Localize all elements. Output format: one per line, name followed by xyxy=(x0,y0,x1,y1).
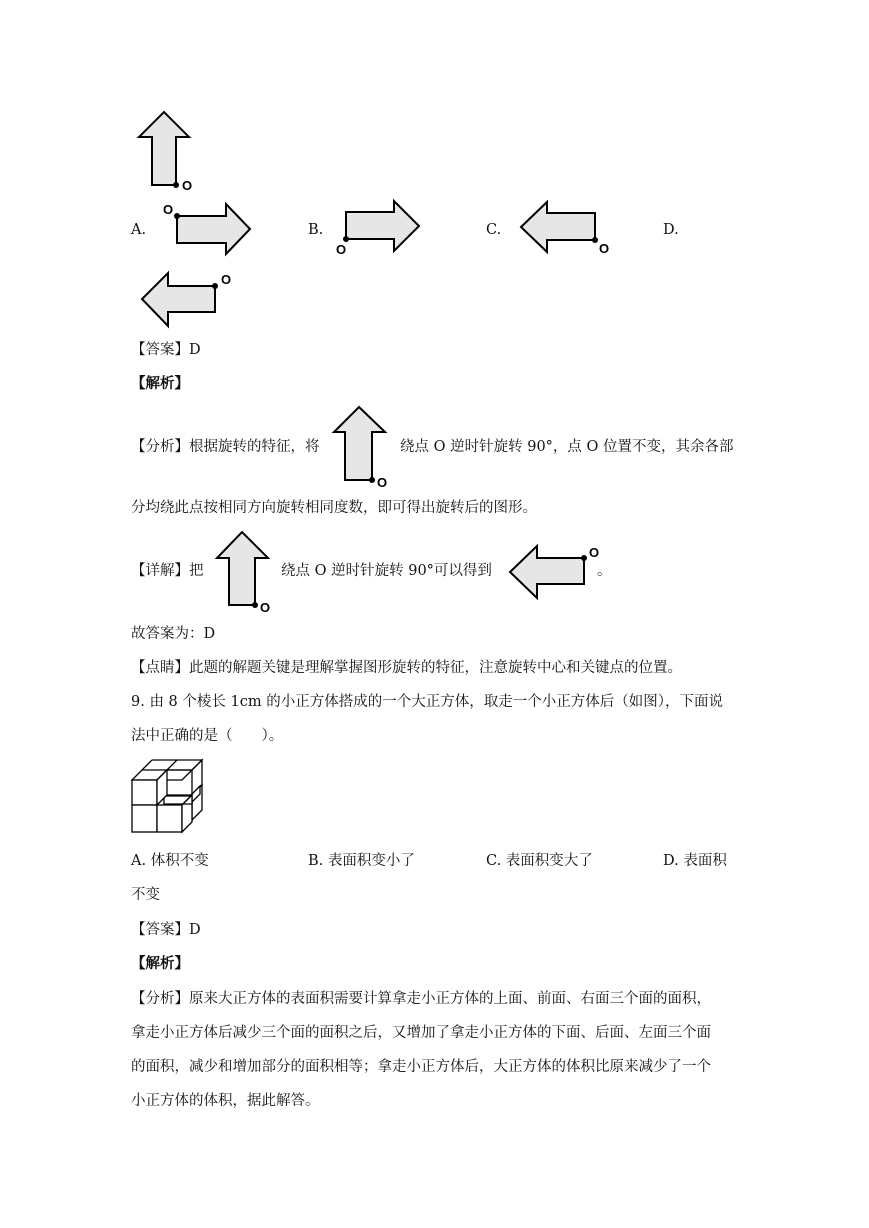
option-a-arrow-figure xyxy=(160,200,260,255)
q9-option-d: D. 表面积 xyxy=(663,853,727,869)
q8-conclusion: 故答案为：D xyxy=(131,626,216,642)
option-a-label: A. xyxy=(131,222,147,238)
q9-option-b: B. 表面积变小了 xyxy=(308,853,415,869)
q8-fenxi-part-2: 绕点 O 逆时针旋转 90°，点 O 位置不变，其余各部 xyxy=(400,439,734,455)
option-c-label: C. xyxy=(486,222,502,238)
q9-answer: 【答案】D xyxy=(131,922,201,938)
q9-stem-line-1: 9. 由 8 个棱长 1cm 的小正方体搭成的一个大正方体，取走一个小正方体后（如图），下面说 xyxy=(131,694,723,710)
q8-xiangjie-part-2: 绕点 O 逆时针旋转 90°可以得到 xyxy=(281,563,492,579)
fenxi-arrow-up-figure xyxy=(330,402,400,492)
q9-analysis-heading: 【解析】 xyxy=(131,955,189,972)
q9-fenxi-line-1: 【分析】原来大正方体的表面积需要计算拿走小正方体的上面、前面、右面三个面的面积， xyxy=(131,991,711,1007)
q8-xiangjie-part-3: 。 xyxy=(597,563,612,579)
point-o-label: O xyxy=(599,241,610,256)
point-o-label: O xyxy=(336,242,347,257)
option-c-arrow-figure xyxy=(512,198,622,258)
q8-analysis-heading: 【解析】 xyxy=(131,375,189,392)
q8-dianjing: 【点睛】此题的解题关键是理解掌握图形旋转的特征，注意旋转中心和关键点的位置。 xyxy=(131,660,682,676)
q9-option-d-continued: 不变 xyxy=(131,887,160,903)
q8-answer: 【答案】D xyxy=(131,342,201,358)
option-d-arrow-figure xyxy=(132,270,242,330)
question-arrow-up-figure xyxy=(128,104,208,194)
q9-option-a: A. 体积不变 xyxy=(131,853,209,869)
option-b-label: B. xyxy=(308,222,324,238)
point-o-label: O xyxy=(182,178,193,193)
q9-fenxi-line-2: 拿走小正方体后减少三个面的面积之后，又增加了拿走小正方体的下面、后面、左面三个面 xyxy=(131,1025,711,1041)
q9-option-c: C. 表面积变大了 xyxy=(486,853,593,869)
q9-fenxi-line-4: 小正方体的体积，据此解答。 xyxy=(131,1093,320,1109)
option-d-label: D. xyxy=(663,222,679,238)
point-o-label: O xyxy=(377,475,388,490)
q8-fenxi-part-1: 【分析】根据旋转的特征，将 xyxy=(131,439,320,455)
q9-fenxi-line-3: 的面积，减少和增加部分的面积相等；拿走小正方体后，大正方体的体积比原来减少了一个 xyxy=(131,1059,711,1075)
point-o-label: O xyxy=(221,272,232,287)
point-o-label: O xyxy=(260,600,271,615)
point-o-label: O xyxy=(163,202,174,217)
q8-xiangjie-part-1: 【详解】把 xyxy=(131,563,204,579)
option-b-arrow-figure xyxy=(333,198,433,258)
q8-fenxi-part-3: 分均绕此点按相同方向旋转相同度数，即可得出旋转后的图形。 xyxy=(131,500,537,516)
xiangjie-arrow-up-figure xyxy=(213,528,288,618)
q9-cube-figure xyxy=(128,760,208,838)
q9-stem-line-2: 法中正确的是（ ）。 xyxy=(131,728,284,744)
point-o-label: O xyxy=(589,545,600,560)
